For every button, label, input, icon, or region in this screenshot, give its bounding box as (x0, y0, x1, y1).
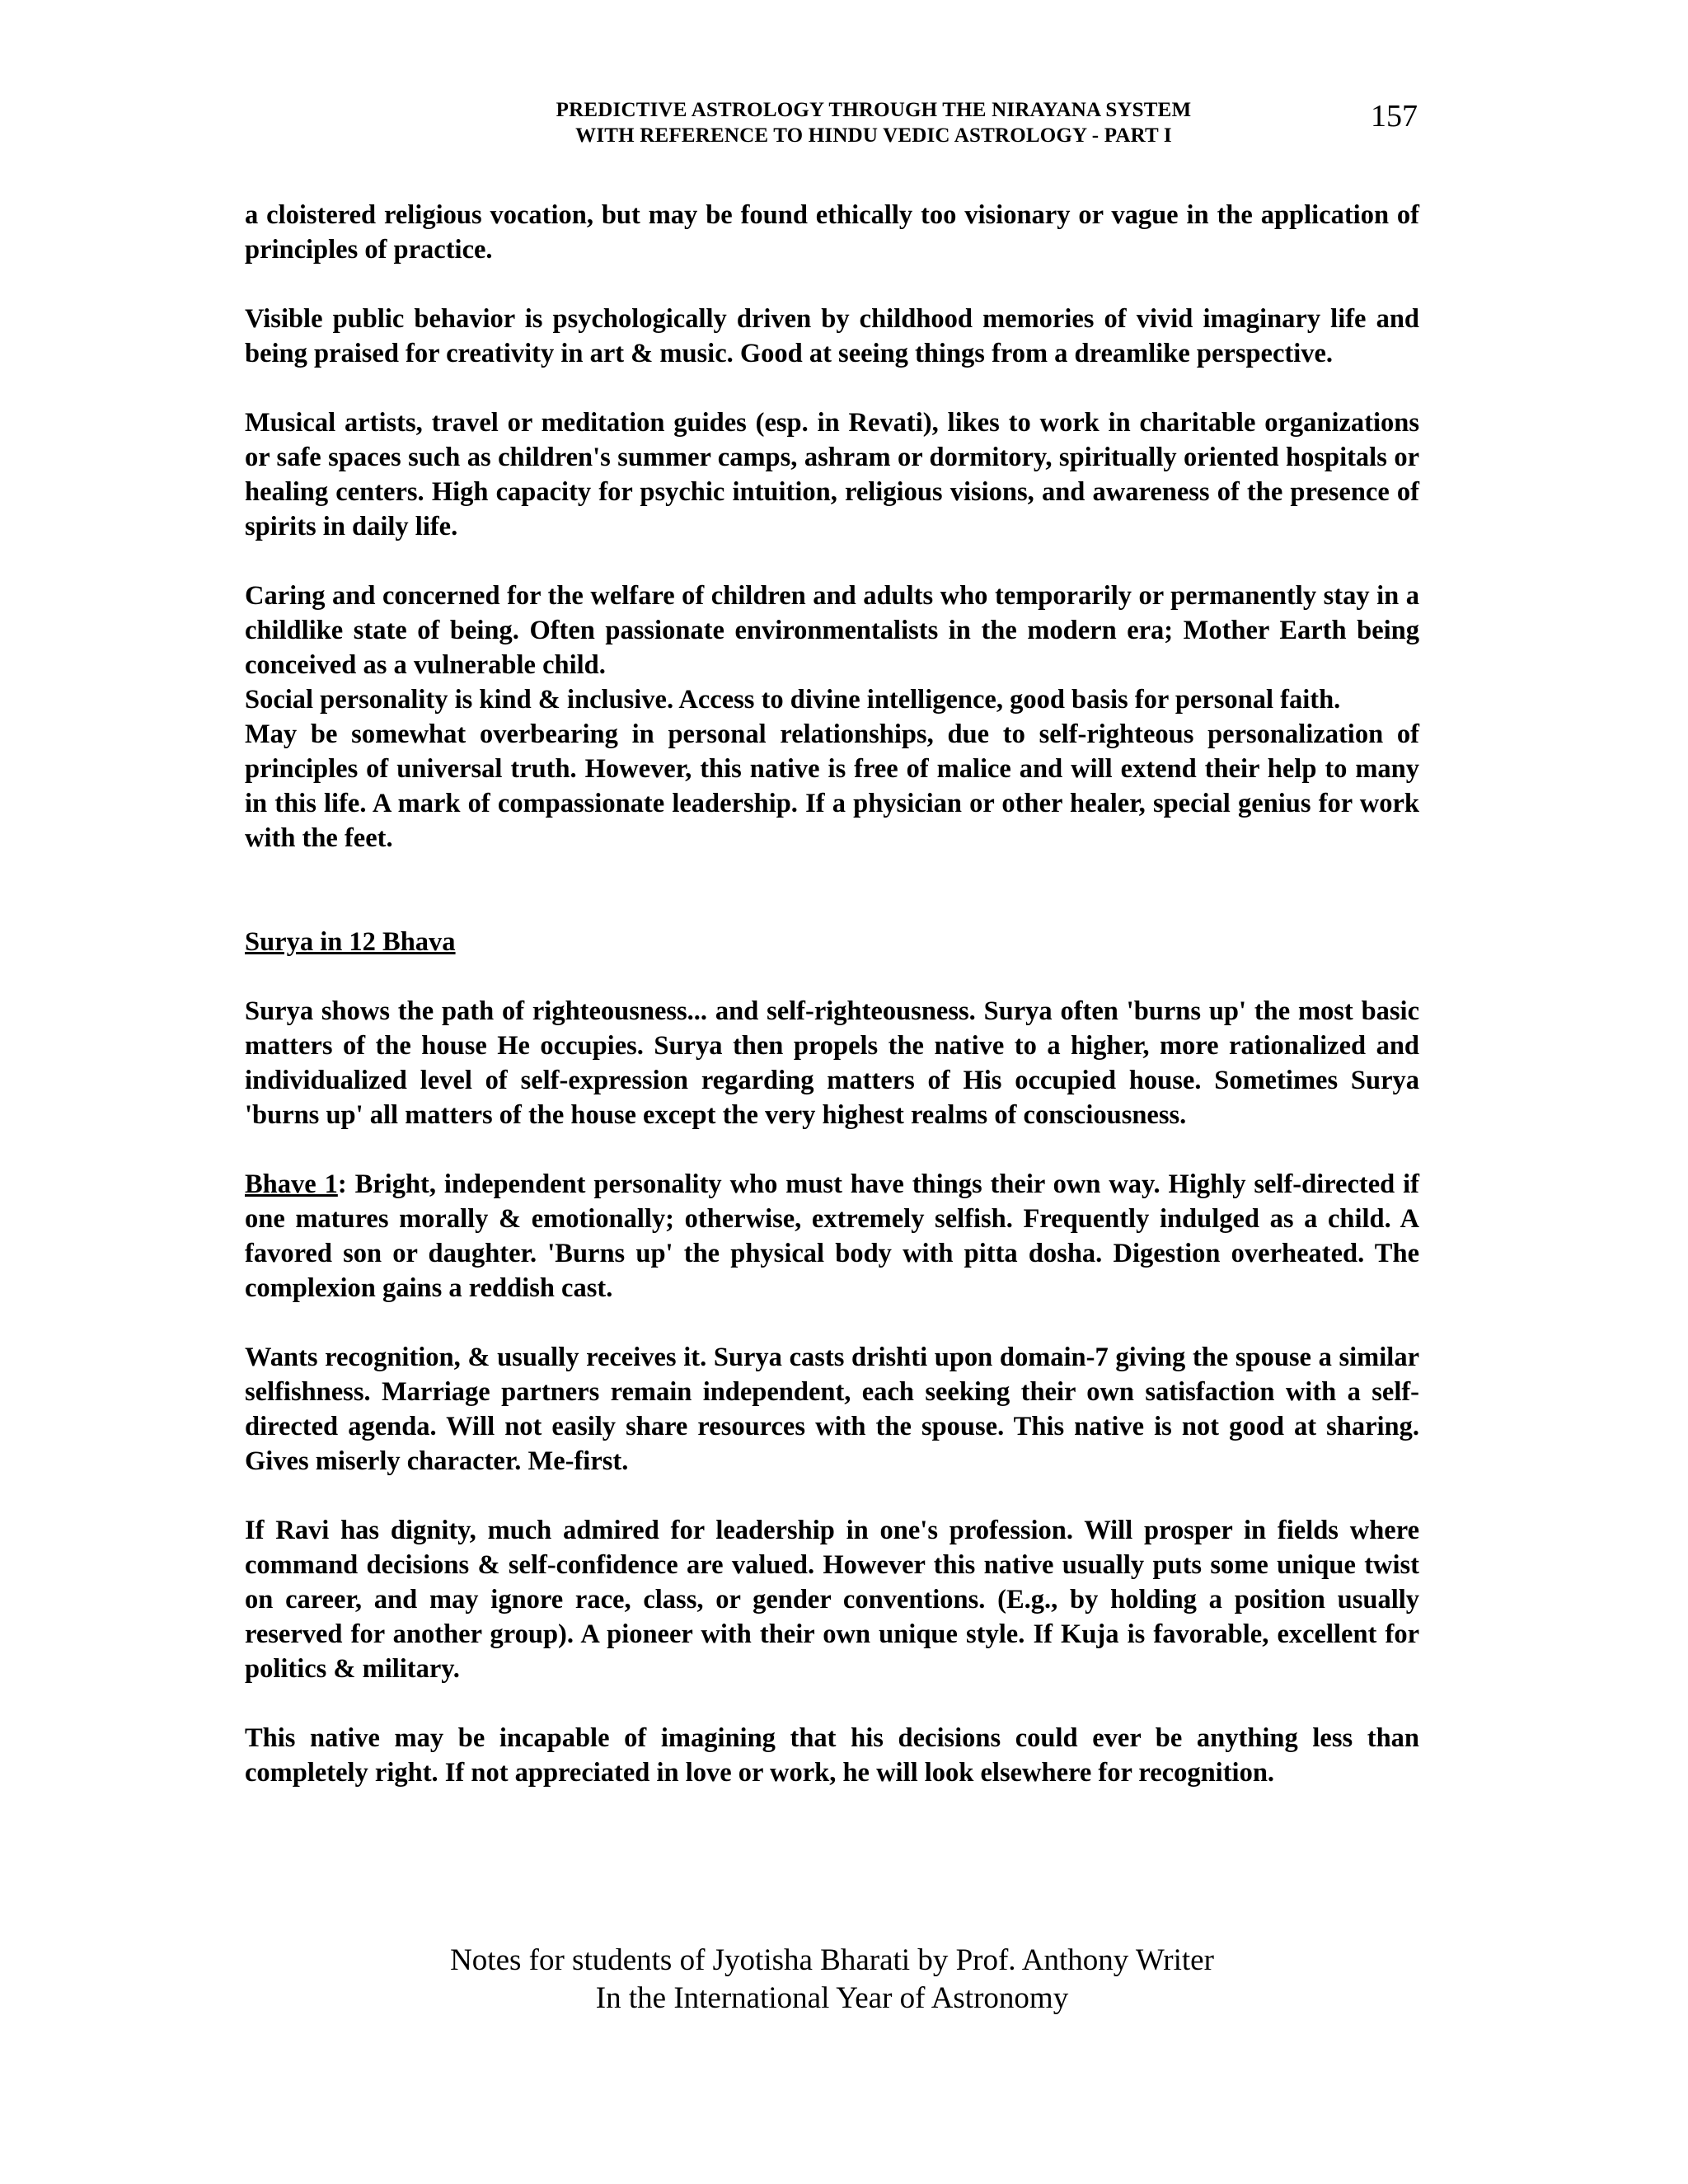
paragraph-wants-recognition: Wants recognition, & usually receives it. Surya casts drishti upon domain-7 giving the spouse a similar selfishness. Marriage partners remain independent, each seeking their own satisfaction with a self-directed agenda. Will not easily share resources with the spouse. This native is not good at sharing. Gives miserly character. Me-first. (245, 1343, 1419, 1476)
page-number: 157 (1371, 99, 1418, 134)
paragraph-bhave-1 (245, 1167, 1419, 1305)
paragraph-cloistered-vocation: a cloistered religious vocation, but may be found ethically too visionary or vague in the application of principles of practice. (245, 200, 1419, 265)
paragraph-ravi-dignity: If Ravi has dignity, much admired for leadership in one's profession. Will prosper in fields where command decisions & self-confidence are valued. However this native usually puts some unique twist on career, and may ignore race, class, or gender conventions. (E.g., by holding a position usually reserved for another group). A pioneer with their own unique style. If Kuja is favorable, excellent for politics & military. (245, 1516, 1419, 1684)
paragraph-social-personality: Social personality is kind & inclusive. Access to divine intelligence, good basis for personal faith. (245, 685, 1341, 715)
paragraph-incapable-imagining: This native may be incapable of imagining that his decisions could ever be anything less than completely right. If not appreciated in love or work, he will look elsewhere for recognition. (245, 1723, 1419, 1788)
running-header-line-2: WITH REFERENCE TO HINDU VEDIC ASTROLOGY - PART I (575, 124, 1172, 147)
paragraph-musical-artists: Musical artists, travel or meditation guides (esp. in Revati), likes to work in charitable organizations or safe spaces such as children's summer camps, ashram or dormitory, spiritually oriented hospitals or healing centers. High capacity for psychic intuition, religious visions, and awareness of the presence of spirits in daily life. (245, 408, 1419, 541)
paragraph-overbearing: May be somewhat overbearing in personal relationships, due to self-righteous personalization of principles of universal truth. However, this native is free of malice and will extend their help to many in this life. A mark of compassionate leadership. If a physician or other healer, special genius for work with the feet. (245, 719, 1419, 853)
paragraph-public-behavior: Visible public behavior is psychologically driven by childhood memories of vivid imaginary life and being praised for creativity in art & music. Good at seeing things from a dreamlike perspective. (245, 304, 1419, 368)
paragraph-surya-righteousness: Surya shows the path of righteousness... and self-righteousness. Surya often 'burns up' the most basic matters of the house He occupies. Surya then propels the native to a higher, more rationalized and individualized level of self-expression regarding matters of His occupied house. Sometimes Surya 'burns up' all matters of the house except the very highest realms of consciousness. (245, 996, 1419, 1130)
footer-line-1: Notes for students of Jyotisha Bharati by Prof. Anthony Writer (450, 1943, 1214, 1977)
bhave-1-label: Bhave 1 (245, 1169, 338, 1199)
page-footer (245, 1942, 1419, 2018)
paragraph-caring-concerned: Caring and concerned for the welfare of children and adults who temporarily or permanently stay in a childlike state of being. Often passionate environmentalists in the modern era; Mother Earth being conceived as a vulnerable child. (245, 581, 1419, 680)
bhave-1-text: : Bright, independent personality who must have things their own way. Highly self-directed if one matures morally & emotionally; otherwise, extremely selfish. Frequently indulged as a child. A favored son or daughter. 'Burns up' the physical body with pitta dosha. Digestion overheated. The complexion gains a reddish cast. (245, 1169, 1419, 1303)
body-text (245, 198, 1419, 1790)
section-heading-surya-in-12-bhava: Surya in 12 Bhava (245, 927, 456, 957)
running-header-line-1: PREDICTIVE ASTROLOGY THROUGH THE NIRAYANA SYSTEM (556, 99, 1192, 121)
footer-line-2: In the International Year of Astronomy (595, 1981, 1069, 2015)
running-header (354, 97, 1393, 148)
